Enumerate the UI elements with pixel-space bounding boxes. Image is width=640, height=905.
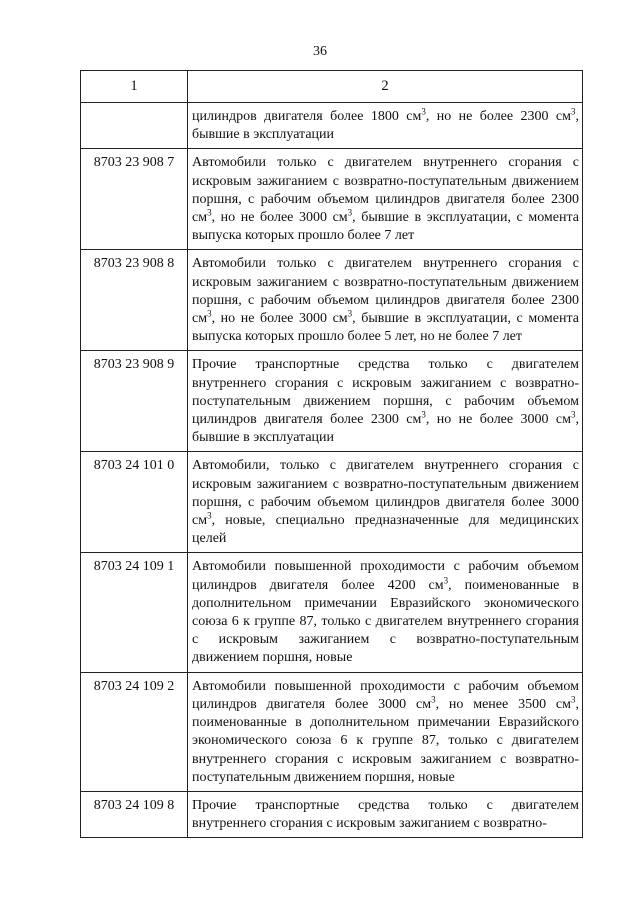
code-cell: 8703 24 109 1 <box>81 553 188 672</box>
description-cell: Автомобили повышенной проходимости с рабочим объемом цилиндров двигателя более 3000 $см^3$, но менее 3500 $см^3$, поименованные в дополнительном примечании Евразийского экономического союза 6 к группе 87, только с двигателем внутреннего сгорания с искровым зажиганием с возвратно-поступательным движением поршня, новые <box>188 672 583 791</box>
description-cell: Автомобили повышенной проходимости с рабочим объемом цилиндров двигателя более 4200 $см^3$, поименованные в дополнительном примечании Евразийского экономического союза 6 к группе 87, только с двигателем внутреннего сгорания с искровым зажиганием с возвратно-поступательным движением поршня, новые <box>188 553 583 672</box>
code-cell: 8703 24 101 0 <box>81 452 188 553</box>
description-cell: Прочие транспортные средства только с двигателем внутреннего сгорания с искровым зажиганием с возвратно-поступательным движением поршня, с рабочим объемом цилиндров двигателя более 2300 $см^3$, но не более 3000 $см^3$, бывшие в эксплуатации <box>188 351 583 452</box>
code-cell: 8703 23 908 7 <box>81 149 188 250</box>
table-row <box>81 672 583 791</box>
column-header-code: 1 <box>81 71 188 103</box>
description-cell: цилиндров двигателя более 1800 $см^3$, но не более 2300 $см^3$, бывшие в эксплуатации <box>188 103 583 149</box>
page-number: 36 <box>313 44 327 59</box>
description-cell: Автомобили только с двигателем внутреннего сгорания с искровым зажиганием с возвратно-поступательным движением поршня, с рабочим объемом цилиндров двигателя более 2300 $см^3$, но не более 3000 $см^3$, бывшие в эксплуатации, с момента выпуска которых прошло более 5 лет, но не более 7 лет <box>188 250 583 351</box>
table-row <box>81 149 583 250</box>
table-row <box>81 452 583 553</box>
code-cell: 8703 24 109 2 <box>81 672 188 791</box>
tariff-code-table <box>80 70 583 838</box>
code-cell: 8703 23 908 9 <box>81 351 188 452</box>
table-row <box>81 103 583 149</box>
code-cell: 8703 24 109 8 <box>81 791 188 837</box>
table-row <box>81 791 583 837</box>
description-cell: Автомобили только с двигателем внутреннего сгорания с искровым зажиганием с возвратно-поступательным движением поршня, с рабочим объемом цилиндров двигателя более 2300 $см^3$, но не более 3000 $см^3$, бывшие в эксплуатации, с момента выпуска которых прошло более 7 лет <box>188 149 583 250</box>
table-row <box>81 250 583 351</box>
description-cell: Прочие транспортные средства только с двигателем внутреннего сгорания с искровым зажиганием с возвратно- <box>188 791 583 837</box>
table-header-row <box>81 71 583 103</box>
column-header-description: 2 <box>188 71 583 103</box>
description-cell: Автомобили, только с двигателем внутреннего сгорания с искровым зажиганием с возвратно-поступательным движением поршня, с рабочим объемом цилиндров двигателя более 3000 $см^3$, новые, специально предназначенные для медицинских целей <box>188 452 583 553</box>
code-cell <box>81 103 188 149</box>
table-row <box>81 351 583 452</box>
code-cell: 8703 23 908 8 <box>81 250 188 351</box>
table-row <box>81 553 583 672</box>
